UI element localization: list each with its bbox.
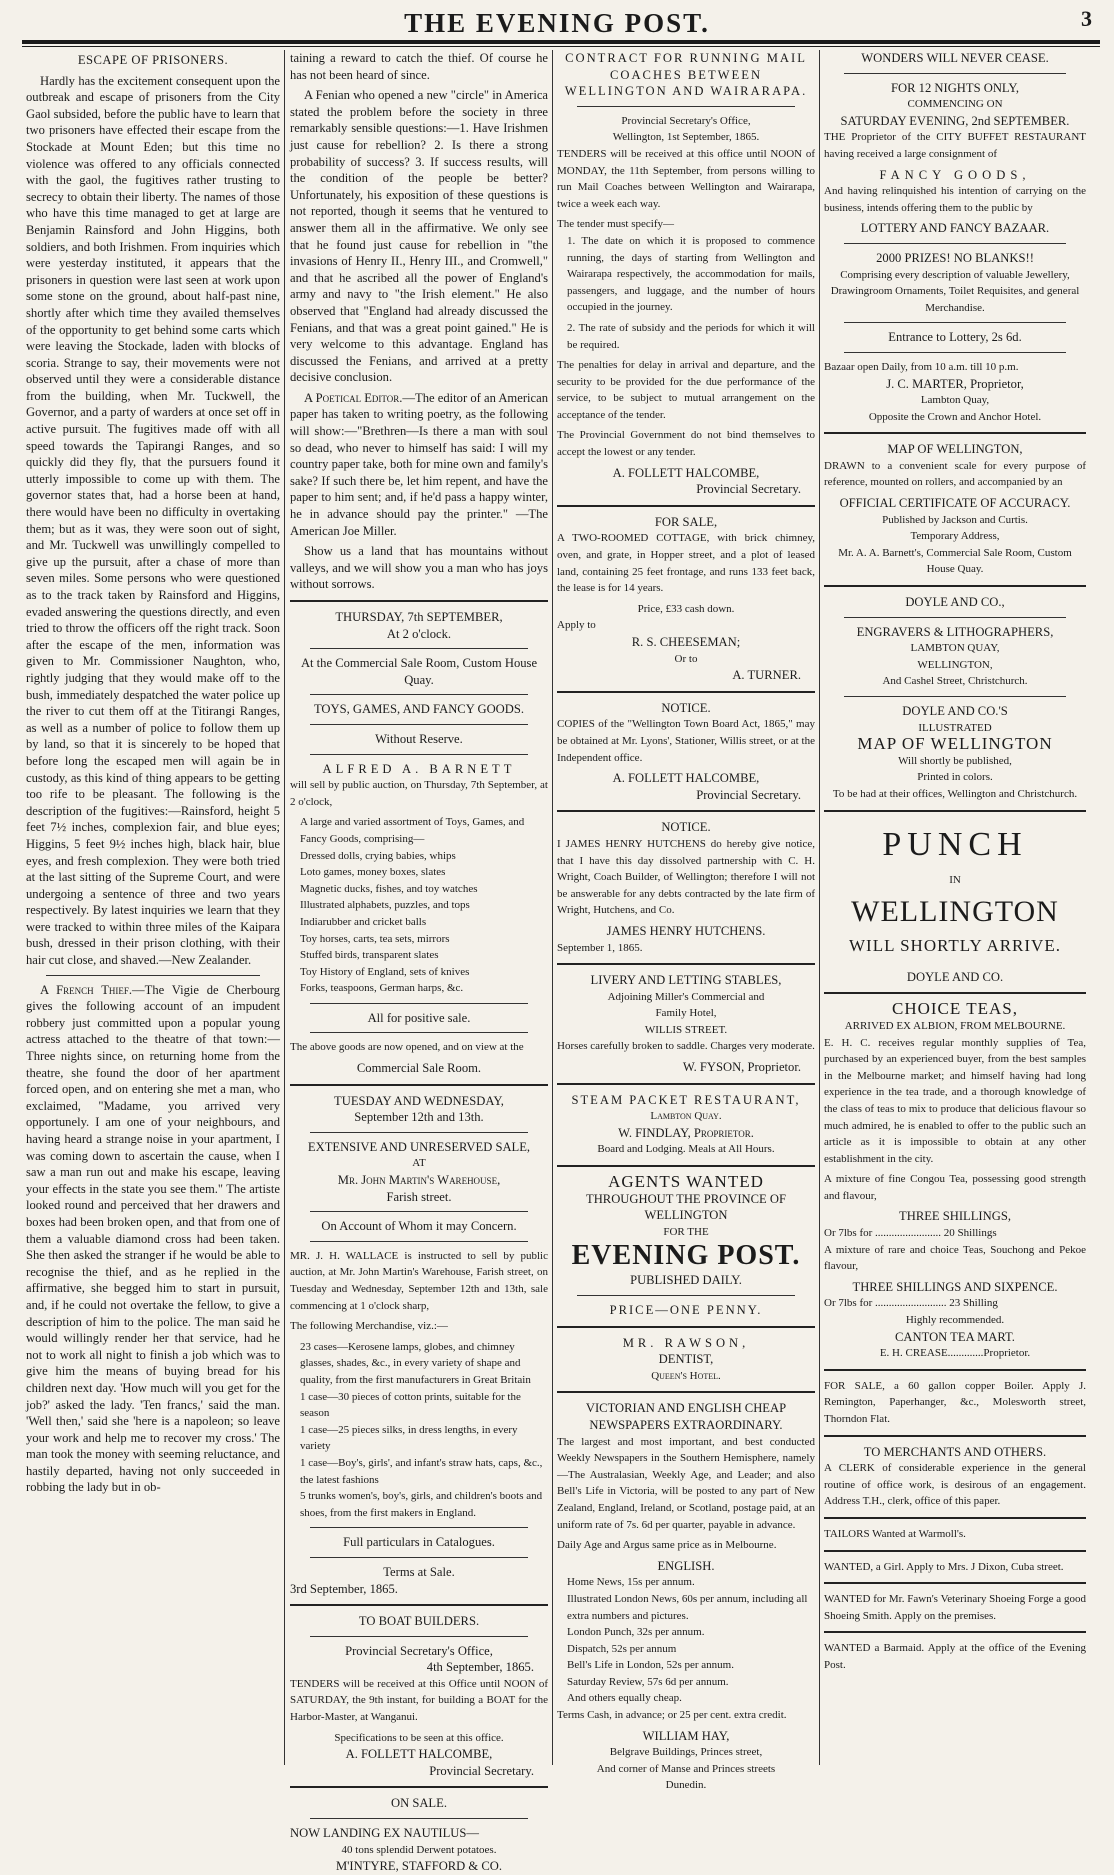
- notice1-signatory: A. FOLLETT HALCOMBE,: [612, 771, 760, 786]
- agents-published: PUBLISHED DAILY.: [630, 1273, 742, 1288]
- ad-rule: [577, 106, 795, 107]
- toy-sale-intro: will sell by public auction, on Thursday, 7th September, at 2 o'clock,: [290, 779, 548, 808]
- warehouse-item: 5 trunks women's, boy's, girls, and children's boots and shoes, from the first makers in England.: [300, 1490, 543, 1519]
- agents-evening-post: EVENING POST.: [571, 1240, 801, 1272]
- boat-office: Provincial Secretary's Office,: [345, 1643, 493, 1658]
- column-2: [290, 50, 548, 1874]
- teas-arrived: ARRIVED EX ALBION, FROM MELBOURNE.: [844, 1019, 1066, 1032]
- papers-english: ENGLISH.: [657, 1558, 715, 1573]
- ad-rule: [310, 648, 528, 649]
- map-cert: OFFICIAL CERTIFICATE OF ACCURACY.: [839, 496, 1071, 511]
- ad-separator: [824, 1550, 1086, 1552]
- wonders-text3: Comprising every description of valuable Jewellery, Drawingroom Ornaments, Toilet Requisites, and general Merchandise.: [830, 268, 1080, 314]
- ad-rule: [310, 1132, 528, 1133]
- contract-role: Provincial Secretary.: [696, 482, 801, 497]
- ad-rule: [577, 1295, 795, 1296]
- onsale-potatoes: 40 tons splendid Derwent potatoes.: [341, 1843, 497, 1856]
- punch-title: PUNCH: [882, 825, 1028, 863]
- poetical-heading: A Poetical Editor.: [304, 390, 403, 405]
- papers-item: And others equally cheap.: [567, 1692, 682, 1705]
- cottage-apply: Apply to: [557, 619, 596, 632]
- contract-date: Wellington, 1st September, 1865.: [612, 131, 760, 144]
- wonders-opposite: Opposite the Crown and Anchor Hotel.: [868, 410, 1042, 423]
- papers-daily: Daily Age and Argus same price as in Melbourne.: [557, 1539, 777, 1552]
- ad-rule: [310, 1211, 528, 1212]
- toy-item: Toy History of England, sets of knives: [300, 965, 470, 978]
- ad-separator: [290, 1786, 548, 1788]
- ad-rule: [310, 724, 528, 725]
- teas-mix2: A mixture of rare and choice Teas, Souchong and Pekoe flavour,: [824, 1243, 1086, 1273]
- papers-title: VICTORIAN AND ENGLISH CHEAP NEWSPAPERS EXTRAORDINARY.: [585, 1401, 787, 1432]
- masthead-rule: [22, 40, 1100, 44]
- papers-addr1: Belgrave Buildings, Princes street,: [609, 1746, 763, 1759]
- contract-item: 2. The rate of subsidy and the periods for which it will be required.: [567, 321, 815, 351]
- warehouse-merch: The following Merchandise, viz.:—: [290, 1320, 448, 1333]
- punch-arrive: WILL SHORTLY ARRIVE.: [849, 936, 1061, 956]
- livery-proprietor: W. FYSON, Proprietor.: [682, 1060, 801, 1075]
- ad-rule: [310, 1003, 528, 1004]
- ad-rule: [310, 1818, 528, 1819]
- cottage-name2: A. TURNER.: [732, 668, 801, 683]
- teas-crease: E. H. CREASE.............Proprietor.: [879, 1347, 1031, 1360]
- article-separator: [46, 975, 260, 976]
- wanted-smith-ad: WANTED for Mr. Fawn's Veterinary Shoeing Forge a good Shoeing Smith. Apply on the premises.: [824, 1593, 1086, 1622]
- ad-separator: [290, 1604, 548, 1606]
- doyle-map: MAP OF WELLINGTON: [857, 734, 1053, 754]
- agents-wanted: AGENTS WANTED: [608, 1172, 764, 1192]
- ad-separator: [824, 810, 1086, 812]
- warehouse-terms: Terms at Sale.: [383, 1564, 455, 1579]
- papers-text: The largest and most important, and best conducted Weekly Newspapers in the Southern Hemisphere, namely—The Australasian, Weekly Age, and Leader; and also Bell's Life in Victoria, will be posted to any part of New Zealand, England, Ireland, or Scotland, postage paid, at an uniform rate of 7s. 6d per quarter, payable in advance.: [557, 1435, 815, 1531]
- wonders-title: WONDERS WILL NEVER CEASE.: [861, 51, 1049, 65]
- page-number: 3: [1081, 6, 1092, 31]
- toy-sale-time: At 2 o'clock.: [386, 626, 452, 641]
- merchants-title: TO MERCHANTS AND OTHERS.: [863, 1444, 1047, 1459]
- steam-title: STEAM PACKET RESTAURANT,: [571, 1092, 801, 1107]
- wanted-girl-ad: WANTED, a Girl. Apply to Mrs. J Dixon, Cuba street.: [824, 1560, 1064, 1573]
- teas-canton: CANTON TEA MART.: [895, 1329, 1015, 1344]
- ad-separator: [824, 1631, 1086, 1633]
- poetical-editor-article: [290, 390, 548, 539]
- ad-separator: [824, 1369, 1086, 1371]
- map-address: Mr. A. A. Barnett's, Commercial Sale Room, Custom House Quay.: [838, 546, 1072, 576]
- teas-or7: Or 7lbs for ........................ 20 Shillings: [824, 1227, 997, 1240]
- teas-or7b: Or 7lbs for .......................... 23 Shilling: [824, 1297, 998, 1310]
- punch-wellington: WELLINGTON: [851, 895, 1059, 929]
- ad-separator: [824, 1582, 1086, 1584]
- toy-item: Indiarubber and cricket balls: [300, 915, 427, 928]
- toy-item: A large and varied assortment of Toys, Games, and Fancy Goods, comprising—: [300, 816, 525, 845]
- wonders-text2: And having relinquished his intention of carrying on the business, intends offering them to the public by: [824, 185, 1086, 214]
- ad-rule: [310, 1032, 528, 1033]
- boat-text: TENDERS will be received at this Office until NOON of SATURDAY, the 9th instant, for building a BOAT for the Harbor-Master, at Wanganui.: [290, 1677, 548, 1724]
- toy-sale-items: [290, 814, 548, 997]
- warehouse-dated: 3rd September, 1865.: [290, 1581, 398, 1596]
- doyle-engravers: ENGRAVERS & LITHOGRAPHERS,: [856, 624, 1054, 639]
- ad-separator: [824, 1517, 1086, 1519]
- rawson-place: Queen's Hotel.: [651, 1369, 721, 1382]
- warehouse-sale-title: EXTENSIVE AND UNRESERVED SALE,: [307, 1139, 531, 1154]
- ad-rule: [310, 754, 528, 755]
- contract-title: CONTRACT FOR RUNNING MAIL COACHES BETWEEN WELLINGTON AND WAIRARAPA.: [564, 51, 808, 99]
- doyle-quay: LAMBTON QUAY,: [910, 642, 1000, 655]
- steam-place: Lambton Quay.: [650, 1110, 722, 1123]
- doyle-will: Will shortly be published,: [898, 754, 1012, 767]
- rawson-name: MR. RAWSON,: [622, 1335, 750, 1350]
- boat-signatory: A. FOLLETT HALCOMBE,: [345, 1747, 493, 1762]
- warehouse-intro: MR. J. H. WALLACE is instructed to sell by public auction, at Mr. John Martin's Warehouse, Farish street, on Tuesday and Wednesday, September 12th and 13th, sale commencing at 1 o'clock sharp,: [290, 1249, 548, 1312]
- toy-sale-room: Commercial Sale Room.: [356, 1061, 482, 1076]
- ad-separator: [824, 432, 1086, 434]
- toy-sale-positive: All for positive sale.: [367, 1010, 471, 1025]
- agents-price: PRICE—ONE PENNY.: [609, 1303, 763, 1317]
- contract-items: [557, 233, 815, 353]
- warehouse-sale-date: TUESDAY AND WEDNESDAY,: [334, 1093, 504, 1108]
- cottage-name1: R. S. CHEESEMAN;: [631, 635, 741, 649]
- doyle-cos: DOYLE AND CO.'S: [902, 704, 1008, 718]
- map-temp: Temporary Address,: [910, 530, 1000, 543]
- punch-in: IN: [949, 873, 961, 886]
- boat-title: TO BOAT BUILDERS.: [358, 1614, 480, 1629]
- ad-separator: [824, 585, 1086, 587]
- warehouse-account: On Account of Whom it may Concern.: [321, 1219, 517, 1234]
- doyle-title: DOYLE AND CO.,: [905, 595, 1005, 610]
- ad-rule: [844, 696, 1066, 697]
- newspaper-title: THE EVENING POST.: [404, 8, 710, 38]
- ad-rule: [844, 243, 1066, 244]
- papers-item: London Punch, 32s per annum.: [567, 1626, 705, 1639]
- contract-signatory: A. FOLLETT HALCOMBE,: [612, 465, 760, 480]
- ad-rule: [844, 352, 1066, 353]
- notice2-text: I JAMES HENRY HUTCHENS do hereby give notice, that I have this day dissolved partnership with C. H. Wright, Coach Builder, of Wellington; therefore I will not be answerable for any debts contracted by the late firm of Wright, Hutchens, and Co.: [557, 837, 815, 917]
- ad-rule: [310, 1527, 528, 1528]
- ad-separator: [557, 691, 815, 693]
- toy-sale-title: TOYS, GAMES, AND FANCY GOODS.: [313, 702, 525, 717]
- toy-item: Stuffed birds, transparent slates: [300, 949, 439, 962]
- map-published: Published by Jackson and Curtis.: [882, 513, 1028, 526]
- escape-article: Hardly has the excitement consequent upon the outbreak and escape of prisoners from the City Gaol subsided, before the public have to learn that two prisoners have effected their escape from the Stockade at Mount Eden; but this time no violence was offered to any officials connected with the gaol, the fugitives rather trusting to secrecy to obtain their liberty. The names of those who have this time managed to get at large are Benjamin Rainsford and John Higgins, both soldiers, and both Irishmen. From inquiries which were yesterday instituted, it appears that the prisoners in question were last seen at work upon some stone on the ground, about half-past nine, shortly after which time they availed themselves of the opportunity to get behind some carts which were leaving the Stockade, laden with blocks of scoria. Strange to say, their movements were not observed until they were a considerable distance from the building, when Mr. Tuckwell, the Governor, and a party of warders at once set off in active pursuit. The fugitives made off with all speed towards the Tapirangi Ranges, and so quickly did they fly, that the pursuers found it utterly impossible to come up with them. The governor states that, had a horse been at hand, there would have been no difficulty in overtaking them; but as it was, they were soon out of sight, and Mr. Tuckwell was unwillingly compelled to give up the pursuit, after a chase of more than seven miles. Some persons who were questioned as to the track taken by Rainsford and Higgins, evaded answering the questions directly, and even tried to throw the officers off the right track. Soon after the escape of the men, information was given to Mr. Commissioner Naughton, who, rightly judging that they would make off to the bush, immediately despatched the water police up the river to cut them off at the Titirangi Ranges, as well as a number of police to follow them up by land, so that it is sincerely to be hoped that before long the escaped men will again be in custody, as this kind of thing appears to be getting too rife to be pleasant. The following is the description of the fugitives:—Rainsford, height 5 feet 7½ inches, complexion fair, and blue eyes; Higgins, 5 feet 9½ inches high, black hair, blue eyes, and fresh complexion. They were both tried at the last sitting of the Supreme Court, and were undergoing a sentence of three and two years respectively. By latest inquiries we learn that they were tracked to within three miles of the Kaipara bush, dressed in their prison clothing, with their hair cut close, and shaved.—New Zealander.: [26, 73, 280, 968]
- boat-date: 4th September, 1865.: [426, 1660, 534, 1675]
- livery-sub3: WILLIS STREET.: [644, 1023, 728, 1036]
- notice1-text: COPIES of the "Wellington Town Board Act, 1865," may be obtained at Mr. Lyons', Stationer, Willis street, or at the Independent office.: [557, 718, 815, 764]
- boat-role: Provincial Secretary.: [429, 1763, 534, 1778]
- agents-throughout: THROUGHOUT THE PROVINCE OF: [586, 1191, 786, 1206]
- wonders-text: THE Proprietor of the CITY BUFFET RESTAURANT having received a large consignment of: [824, 131, 1086, 160]
- livery-title: LIVERY AND LETTING STABLES,: [590, 973, 782, 988]
- wonders-prizes: 2000 PRIZES! NO BLANKS!!: [876, 250, 1034, 265]
- wonders-entrance: Entrance to Lottery, 2s 6d.: [888, 330, 1022, 345]
- cottage-text: A TWO-ROOMED COTTAGE, with brick chimney, oven, and grate, in Hopper street, and a plot of leased land, containing 25 feet frontage, and runs 133 feet back, the lease is for 14 years.: [557, 532, 815, 595]
- papers-list: [557, 1574, 815, 1707]
- toy-item: Magnetic ducks, fishes, and toy watches: [300, 882, 478, 895]
- toy-item: Forks, teaspoons, German harps, &c.: [300, 982, 464, 995]
- wonders-commencing: COMMENCING ON: [907, 98, 1003, 111]
- wanted-barmaid-ad: WANTED a Barmaid. Apply at the office of the Evening Post.: [824, 1642, 1086, 1671]
- notice1-role: Provincial Secretary.: [696, 787, 801, 802]
- warehouse-street: Farish street.: [386, 1189, 452, 1204]
- toy-sale-auctioneer: ALFRED A. BARNETT: [322, 761, 516, 776]
- ad-separator: [557, 1165, 815, 1167]
- toy-sale-reserve: Without Reserve.: [375, 731, 463, 746]
- ad-rule: [844, 73, 1066, 74]
- ad-rule: [844, 617, 1066, 618]
- ad-rule: [310, 1636, 528, 1637]
- notice2-signatory: JAMES HENRY HUTCHENS.: [606, 923, 766, 938]
- contract-specify: The tender must specify—: [557, 218, 674, 231]
- papers-name: WILLIAM HAY,: [642, 1728, 730, 1743]
- toy-sale-date: THURSDAY, 7th SEPTEMBER,: [335, 610, 503, 624]
- punch-doyle: DOYLE AND CO.: [906, 969, 1004, 984]
- fenian-article: A Fenian who opened a new "circle" in America stated the problem before the society in three remarkably sensible questions:—1. Have Irishmen just cause for rebellion? 2. Is there a strong probability of success? 3. If success results, will the condition of the people be better? Unfortunately, his exposition of these questions is not reported, though it seems that he ventured to answer them all in the affirmative. We only see that he found just cause for rebellion in "the invasions of Henry II., Henry III., and Cromwell," and that he ascribed all the power of England's army and navy to "the Irish element." He also observed that "England had already discussed the Fenians, and that was a great point gained." He is very welcome to this advantage. England has discussed the Fenians, and arrived at a pretty decisive conclusion.: [290, 88, 548, 385]
- teas-three: THREE SHILLINGS,: [899, 1209, 1011, 1224]
- tailors-ad: TAILORS Wanted at Warmoll's.: [824, 1527, 966, 1540]
- notice2-title: NOTICE.: [661, 820, 711, 835]
- warehouse-item: 23 cases—Kerosene lamps, globes, and chimney glasses, shades, &c., in every variety of shape and quality, from the first manufacturers in Great Britain: [300, 1340, 531, 1386]
- french-thief-heading: A French Thief.: [40, 982, 133, 997]
- notice2-date: September 1, 1865.: [557, 941, 643, 954]
- french-thief-article: [26, 982, 280, 1496]
- warehouse-item: 1 case—30 pieces of cotton prints, suitable for the season: [300, 1390, 521, 1420]
- toy-item: Loto games, money boxes, slates: [300, 866, 446, 879]
- boiler-ad: FOR SALE, a 60 gallon copper Boiler. Apply J. Remington, Paperhanger, &c., Molesworth street, Thorndon Flat.: [824, 1379, 1086, 1425]
- livery-sub1: Adjoining Miller's Commercial and: [607, 990, 765, 1003]
- column-divider: [284, 50, 285, 1765]
- warehouse-item: 1 case—Boy's, girls', and infant's straw hats, caps, &c., the latest fashions: [300, 1456, 543, 1486]
- masthead-rule-thin: [22, 46, 1100, 47]
- toy-item: Toy horses, carts, tea sets, mirrors: [300, 932, 450, 945]
- wonders-bazaar: Bazaar open Daily, from 10 a.m. till 10 p.m.: [824, 360, 1019, 373]
- toy-sale-place: At the Commercial Sale Room, Custom House Quay.: [300, 656, 538, 687]
- ad-rule: [310, 1241, 528, 1242]
- column-4: [824, 50, 1086, 1765]
- column-divider: [552, 50, 553, 1765]
- toy-item: Illustrated alphabets, puzzles, and tops: [300, 899, 470, 912]
- doyle-wellington: WELLINGTON,: [917, 658, 993, 671]
- papers-item: Bell's Life in London, 52s per annum.: [567, 1659, 734, 1672]
- onsale-firm: M'INTYRE, STAFFORD & CO.: [335, 1859, 503, 1874]
- contract-govt: The Provincial Government do not bind themselves to accept the lowest or any tender.: [557, 429, 815, 459]
- teas-mix: A mixture of fine Congou Tea, possessing good strength and flavour,: [824, 1173, 1086, 1202]
- papers-item: Home News, 15s per annum.: [567, 1576, 695, 1589]
- poetical-text: —The editor of an American paper has taken to writing poetry, as the following will show:—"Brethren—Is there a man with soul so dead, who never to himself has said: I will my country paper take, both for mine own and family's sake? If such there be, let him repent, and have the paper to him sent; and, if he'd pass a happy winter, he in advance should pay the printer." —The American Joe Miller.: [290, 390, 548, 538]
- steam-proprietor: W. FINDLAY, Proprietor.: [618, 1125, 754, 1140]
- column-3: [557, 50, 815, 1792]
- papers-terms: Terms Cash, in advance; or 25 per cent. extra credit.: [557, 1709, 787, 1722]
- map-text: DRAWN to a convenient scale for every purpose of reference, mounted on rollers, and accompanied by an: [824, 459, 1086, 489]
- contract-office: Provincial Secretary's Office,: [621, 114, 751, 127]
- wonders-lottery: LOTTERY AND FANCY BAZAAR.: [860, 221, 1050, 236]
- warehouse-sale-dates: September 12th and 13th.: [354, 1110, 484, 1125]
- wonders-nights: FOR 12 NIGHTS ONLY,: [891, 80, 1019, 95]
- boat-spec: Specifications to be seen at this office.: [334, 1731, 504, 1744]
- warehouse-name: Mr. John Martin's Warehouse,: [337, 1173, 501, 1188]
- teas-recommended: Highly recommended.: [905, 1314, 1005, 1327]
- teas-title: CHOICE TEAS,: [892, 999, 1018, 1019]
- cottage-title: FOR SALE,: [654, 514, 718, 529]
- agents-wellington: WELLINGTON: [644, 1208, 728, 1223]
- warehouse-item: 1 case—25 pieces silks, in dress lengths, in every variety: [300, 1423, 518, 1453]
- wonders-proprietor: J. C. MARTER, Proprietor,: [886, 376, 1024, 391]
- ad-separator: [824, 992, 1086, 994]
- ad-rule: [310, 694, 528, 695]
- wonders-place: Lambton Quay,: [920, 394, 990, 407]
- ad-separator: [290, 600, 548, 602]
- notice1-title: NOTICE.: [661, 700, 711, 715]
- ad-separator: [557, 505, 815, 507]
- cottage-or: Or to: [674, 652, 698, 665]
- doyle-had: To be had at their offices, Wellington and Christchurch.: [832, 787, 1078, 800]
- column-1: [26, 50, 280, 1765]
- doyle-printed: Printed in colors.: [917, 771, 993, 784]
- map-title: MAP OF WELLINGTON,: [887, 442, 1023, 457]
- ad-separator: [557, 963, 815, 965]
- ad-rule: [310, 1557, 528, 1558]
- teas-text: E. H. C. receives regular monthly supplies of Tea, purchased by an experienced buyer, from the best samples in the Melbourne market; and himself having had long experience in the tea trade, and a thorough knowledge of the class of teas to mix to produce that delicious flavour so much admired, he is enabled to offer to the public such an article as it is impossible to obtain at any other establishment in the city.: [824, 1036, 1086, 1165]
- papers-item: Illustrated London News, 60s per annum, including all extra numbers and pictures.: [567, 1592, 808, 1622]
- agents-for-the: FOR THE: [663, 1225, 709, 1238]
- ad-separator: [557, 1391, 815, 1393]
- onsale-title: ON SALE.: [391, 1796, 447, 1811]
- wonders-date: SATURDAY EVENING, 2nd SEPTEMBER.: [840, 113, 1070, 128]
- column-divider: [819, 50, 820, 1765]
- mountains-quip: Show us a land that has mountains without valleys, and we will show you a man who has joys without sorrows.: [290, 544, 548, 592]
- livery-text: Horses carefully broken to saddle. Charges very moderate.: [557, 1040, 815, 1053]
- ad-separator: [557, 1326, 815, 1328]
- livery-sub2: Family Hotel,: [655, 1007, 717, 1020]
- ad-separator: [557, 1083, 815, 1085]
- merchants-text: A CLERK of considerable experience in the general routine of office work, is desirous of an engagement. Address T.H., clerk, office of this paper.: [824, 1462, 1086, 1508]
- toy-item: Dressed dolls, crying babies, whips: [300, 849, 456, 862]
- continued-text: taining a reward to catch the thief. Of course he has not been heard of since.: [290, 51, 548, 82]
- papers-item: Dispatch, 52s per annum: [567, 1642, 677, 1655]
- wonders-fancy: FANCY GOODS,: [879, 167, 1031, 182]
- rawson-role: DENTIST,: [658, 1352, 714, 1367]
- doyle-cashel: And Cashel Street, Christchurch.: [882, 675, 1028, 688]
- onsale-text: NOW LANDING EX NAUTILUS—: [290, 1826, 479, 1841]
- warehouse-catalogues: Full particulars in Catalogues.: [343, 1535, 495, 1550]
- papers-addr2: And corner of Manse and Princes streets: [596, 1762, 776, 1775]
- doyle-illustrated: ILLUSTRATED: [918, 721, 992, 734]
- toy-sale-view: The above goods are now opened, and on view at the: [290, 1041, 524, 1054]
- ad-separator: [824, 1435, 1086, 1437]
- ad-rule: [844, 322, 1066, 323]
- teas-three6: THREE SHILLINGS AND SIXPENCE.: [852, 1279, 1058, 1294]
- warehouse-sale-at: AT: [412, 1157, 426, 1170]
- ad-separator: [290, 1084, 548, 1086]
- contract-item: 1. The date on which it is proposed to commence running, the days of starting from Wellington and Wairarapa respectively, the accommodation for mails, passengers, and luggage, and the number of hours occupied in the journey.: [567, 234, 815, 314]
- papers-addr3: Dunedin.: [665, 1779, 707, 1792]
- papers-item: Saturday Review, 57s 6d per annum.: [567, 1675, 729, 1688]
- escape-heading: ESCAPE OF PRISONERS.: [77, 53, 229, 67]
- warehouse-items: [290, 1339, 548, 1522]
- french-thief-text: —The Vigie de Cherbourg gives the following account of an impudent robbery just committed upon a popular young actress attached to the theatre of that town:—Three nights since, on returning home from the theatre, she found the door of her apartment forced open, and on entering she met a man, who exclaimed, "Madame, you arrived very opportunely. I am one of your neighbours, and having heard a strange noise in your apartment, I was coming down to ascertain the cause, when I saw a man run out and make his escape, leaving your effects in the state you see them." The artiste looked round and perceived that her drawers and boxes had been broken open, and that from one of them a valuable diamond cross had been taken. She then asked the stranger if he would be able to recognise the thief, and as he replied in the affirmative, she begged him to start in pursuit, and, if he could not overtake the fellow, to give a description of him to the police. The man said he would willingly render her that service, had he not to work all night to finish a job which was to give him the means of buying bread for his children next day. 'How much will you get for the job?' asked the lady. 'Ten francs,' said the man. 'Well then,' said she 'here is a napoleon; so leave your work and help me to recover my cross.' The man took the money with seeming reluctance, and hastily departed, having not only succeeded in robbing the lady but in ob-: [26, 982, 280, 1495]
- cottage-price: Price, £33 cash down.: [637, 602, 735, 615]
- steam-board: Board and Lodging. Meals at All Hours.: [597, 1143, 775, 1156]
- contract-text: TENDERS will be received at this office until NOON of MONDAY, the 11th September, from persons willing to run Mail Coaches between Wellington and Wairarapa, twice a week each way.: [557, 147, 815, 210]
- contract-penalties: The penalties for delay in arrival and departure, and the security to be provided for the due performance of the service, to be subject to mutual arrangement on the acceptance of the tender.: [557, 359, 815, 421]
- ad-separator: [557, 810, 815, 812]
